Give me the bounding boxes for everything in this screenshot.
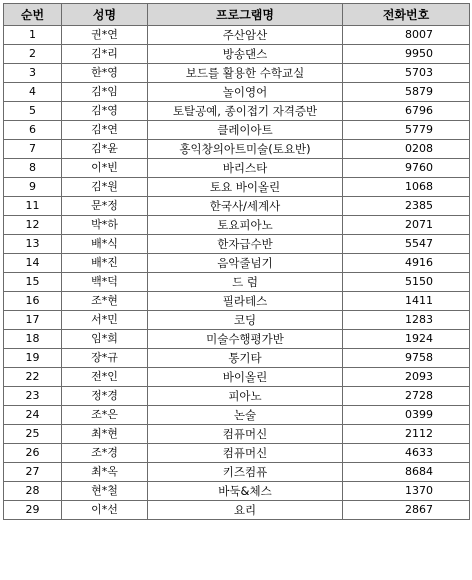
cell-phone: 0399 [343,406,470,425]
cell-phone: 8007 [343,26,470,45]
cell-name: 이*선 [62,501,148,520]
cell-number: 25 [4,425,62,444]
cell-name: 전*인 [62,368,148,387]
table-row [4,64,470,83]
program-contact-table [3,3,470,520]
table-row [4,425,470,444]
cell-number: 11 [4,197,62,216]
table-row [4,368,470,387]
cell-phone: 5703 [343,64,470,83]
table-row [4,292,470,311]
cell-phone: 5779 [343,121,470,140]
cell-number: 14 [4,254,62,273]
cell-program: 홍익창의아트미술(토요반) [148,140,343,159]
cell-name: 백*덕 [62,273,148,292]
cell-name: 김*영 [62,102,148,121]
table-row [4,121,470,140]
cell-program: 논술 [148,406,343,425]
cell-number: 4 [4,83,62,102]
table-row [4,140,470,159]
cell-name: 권*연 [62,26,148,45]
table-body [4,26,470,520]
cell-name: 배*식 [62,235,148,254]
table-row [4,102,470,121]
table-row [4,45,470,64]
table-row [4,83,470,102]
cell-phone: 9760 [343,159,470,178]
cell-number: 24 [4,406,62,425]
table-row [4,482,470,501]
cell-number: 9 [4,178,62,197]
cell-program: 요리 [148,501,343,520]
cell-phone: 2093 [343,368,470,387]
table-row [4,235,470,254]
cell-name: 김*윤 [62,140,148,159]
cell-name: 조*은 [62,406,148,425]
table-row [4,349,470,368]
cell-phone: 2867 [343,501,470,520]
cell-program: 컴퓨머신 [148,444,343,463]
cell-phone: 5150 [343,273,470,292]
table-row [4,444,470,463]
cell-name: 한*영 [62,64,148,83]
cell-program: 한국사/세계사 [148,197,343,216]
cell-name: 조*현 [62,292,148,311]
cell-program: 드 럼 [148,273,343,292]
cell-number: 29 [4,501,62,520]
cell-phone: 4633 [343,444,470,463]
table-row [4,159,470,178]
cell-name: 김*임 [62,83,148,102]
table-row [4,273,470,292]
cell-number: 6 [4,121,62,140]
cell-number: 3 [4,64,62,83]
cell-phone: 9950 [343,45,470,64]
cell-number: 17 [4,311,62,330]
cell-program: 코딩 [148,311,343,330]
header-phone: 전화번호 [343,4,470,26]
cell-program: 클레이아트 [148,121,343,140]
cell-name: 장*규 [62,349,148,368]
cell-program: 주산암산 [148,26,343,45]
cell-program: 바이올린 [148,368,343,387]
cell-number: 19 [4,349,62,368]
cell-phone: 0208 [343,140,470,159]
cell-name: 박*하 [62,216,148,235]
cell-program: 미술수행평가반 [148,330,343,349]
cell-phone: 8684 [343,463,470,482]
cell-program: 바리스타 [148,159,343,178]
cell-number: 26 [4,444,62,463]
cell-name: 임*희 [62,330,148,349]
cell-name: 이*빈 [62,159,148,178]
cell-number: 1 [4,26,62,45]
cell-number: 8 [4,159,62,178]
cell-number: 2 [4,45,62,64]
cell-number: 18 [4,330,62,349]
cell-name: 조*경 [62,444,148,463]
cell-number: 7 [4,140,62,159]
cell-name: 정*경 [62,387,148,406]
cell-number: 13 [4,235,62,254]
cell-program: 컴퓨머신 [148,425,343,444]
table-row [4,178,470,197]
table-row [4,26,470,45]
cell-phone: 1068 [343,178,470,197]
cell-phone: 9758 [343,349,470,368]
table-row [4,501,470,520]
table-row [4,387,470,406]
cell-phone: 2071 [343,216,470,235]
cell-number: 22 [4,368,62,387]
cell-phone: 5547 [343,235,470,254]
cell-number: 5 [4,102,62,121]
cell-program: 바둑&체스 [148,482,343,501]
table-row [4,311,470,330]
cell-phone: 2385 [343,197,470,216]
cell-number: 15 [4,273,62,292]
cell-name: 김*연 [62,121,148,140]
cell-name: 배*진 [62,254,148,273]
cell-program: 피아노 [148,387,343,406]
cell-phone: 1411 [343,292,470,311]
cell-number: 28 [4,482,62,501]
cell-name: 문*정 [62,197,148,216]
table-row [4,254,470,273]
table-row [4,406,470,425]
cell-program: 토탈공예, 종이접기 자격증반 [148,102,343,121]
cell-program: 방송댄스 [148,45,343,64]
cell-program: 토요피아노 [148,216,343,235]
cell-name: 최*현 [62,425,148,444]
cell-phone: 1370 [343,482,470,501]
table-row [4,216,470,235]
cell-program: 통기타 [148,349,343,368]
cell-number: 23 [4,387,62,406]
cell-program: 음악줄넘기 [148,254,343,273]
cell-phone: 5879 [343,83,470,102]
table-row [4,197,470,216]
cell-program: 한자급수반 [148,235,343,254]
cell-name: 김*리 [62,45,148,64]
cell-phone: 2112 [343,425,470,444]
header-name: 성명 [62,4,148,26]
cell-phone: 2728 [343,387,470,406]
cell-name: 현*철 [62,482,148,501]
cell-number: 16 [4,292,62,311]
cell-name: 최*옥 [62,463,148,482]
table-row [4,330,470,349]
table-header [4,4,470,26]
cell-number: 12 [4,216,62,235]
header-program: 프로그램명 [148,4,343,26]
cell-name: 김*원 [62,178,148,197]
cell-phone: 6796 [343,102,470,121]
header-row [4,4,470,26]
cell-program: 키즈컴퓨 [148,463,343,482]
table-row [4,463,470,482]
cell-program: 토요 바이올린 [148,178,343,197]
cell-number: 27 [4,463,62,482]
cell-name: 서*민 [62,311,148,330]
cell-program: 필라테스 [148,292,343,311]
cell-phone: 1283 [343,311,470,330]
cell-program: 보드를 활용한 수학교실 [148,64,343,83]
cell-phone: 1924 [343,330,470,349]
header-number: 순번 [4,4,62,26]
cell-phone: 4916 [343,254,470,273]
cell-program: 놀이영어 [148,83,343,102]
